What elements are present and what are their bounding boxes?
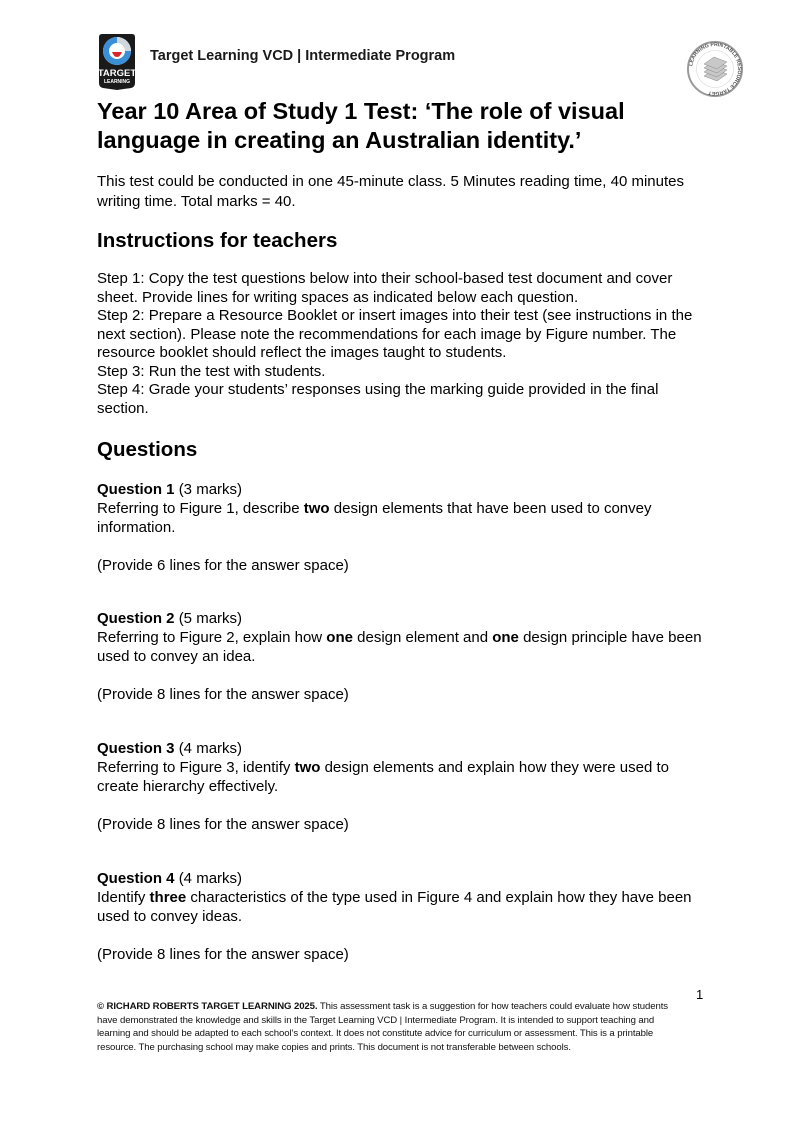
document-title: Year 10 Area of Study 1 Test: ‘The role of visual language in creating an Australian identity.’ [97,98,625,153]
instructions-heading: Instructions for teachers [97,229,338,252]
answer-space-note: (Provide 8 lines for the answer space) [97,946,349,963]
question-label: Question 4 [97,870,175,887]
disclaimer-text: This assessment task is a suggestion for how teachers could evaluate how students have demonstrated the knowledge and skills in the Target Learning VCD | Intermediate Program. It is intended to support teaching and learning and should be adapted to each school’s context. It does not constitute advice for curriculum or assessment. This is a printable resource. The purchasing school may make copies and prints. This document is not transferable between schools. [97,1001,669,1053]
question-label: Question 2 [97,610,175,627]
program-title: Target Learning VCD | Intermediate Program [150,48,456,64]
footer-disclaimer [97,1000,687,1054]
question-marks: (4 marks) [178,870,243,887]
question-marks: (3 marks) [178,481,243,498]
answer-space-note: (Provide 8 lines for the answer space) [97,686,349,703]
step-4: Step 4: Grade your students’ responses using the marking guide provided in the final section. [97,381,659,417]
question-3 [97,739,712,834]
question-label: Question 3 [97,740,175,757]
questions-heading: Questions [97,438,198,461]
answer-space-note: (Provide 8 lines for the answer space) [97,816,349,833]
step-1: Step 1: Copy the test questions below into their school-based test document and cover sheet. Provide lines for writing spaces as indicated below each question. [97,270,673,306]
question-text: Referring to Figure 2, explain how one design element and one design principle have been used to convey an idea. [97,629,702,665]
question-text: Referring to Figure 1, describe two design elements that have been used to convey information. [97,500,652,536]
question-label: Question 1 [97,481,175,498]
question-2 [97,609,712,704]
svg-text:TARGET: TARGET [97,68,137,79]
question-text: Identify three characteristics of the type used in Figure 4 and explain how they have been used to convey ideas. [97,889,692,925]
instructions-steps [97,270,712,418]
svg-text:LEARNING: LEARNING [103,79,131,85]
page-number: 1 [696,987,704,1002]
answer-space-note: (Provide 6 lines for the answer space) [97,557,349,574]
target-learning-logo [96,33,138,91]
question-marks: (5 marks) [178,610,243,627]
question-1 [97,480,712,575]
intro-text: This test could be conducted in one 45-minute class. 5 Minutes reading time, 40 minutes writing time. Total marks = 40. [97,173,684,210]
question-marks: (4 marks) [178,740,243,757]
printable-resource-badge-icon [686,40,744,98]
svg-text:LEARNING PRINTABLE RESOURCE TA: LEARNING PRINTABLE RESOURCE TARGET [688,41,743,97]
question-text: Referring to Figure 3, identify two design elements and explain how they were used to create hierarchy effectively. [97,759,669,795]
step-2: Step 2: Prepare a Resource Booklet or insert images into their test (see instructions in the next section). Please note the recommendations for each image by Figure number. The resource booklet should reflect the images taught to students. [97,307,693,361]
question-4 [97,869,712,964]
copyright-notice: © RICHARD ROBERTS TARGET LEARNING 2025. [97,1001,318,1012]
step-3: Step 3: Run the test with students. [97,362,326,380]
